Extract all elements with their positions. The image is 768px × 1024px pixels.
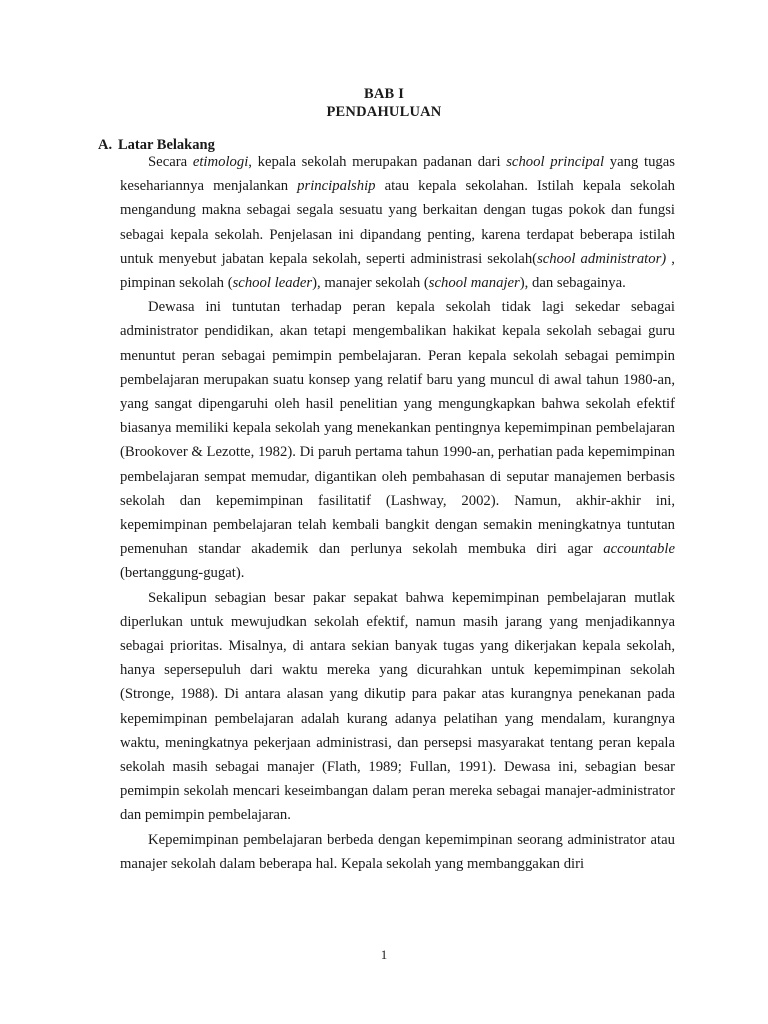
paragraph [120, 295, 675, 585]
chapter-label: BAB I [363, 86, 405, 102]
text-run: , kepala sekolah merupakan padanan dari [248, 154, 507, 170]
italic-term: school leader [232, 275, 313, 292]
section-number: A. [98, 137, 113, 153]
paragraph [120, 586, 675, 828]
italic-term: school manajer [428, 275, 520, 292]
paragraph [120, 828, 675, 876]
page-number: 1 [380, 947, 388, 962]
text-run: Secara [148, 154, 193, 170]
section-title: Latar Belakang [118, 137, 215, 153]
text-run: atau kepala sekolahan. Istilah kepala sekolah mengandung makna sebagai segala sesuatu yang berkaitan dengan tugas pokok dan fungsi sebagai kepala sekolah. Penjelasan ini dipandang penting, karena terdapat beberapa istilah untuk menyebut jabatan kepala sekolah, seperti administrasi sekolah( [120, 178, 675, 267]
italic-term: school administrator) [537, 250, 667, 267]
text-run: Dewasa ini tuntutan terhadap peran kepala sekolah tidak lagi sekedar sebagai administrator pendidikan, akan tetapi mengembalikan hakikat kepala sekolah sebagai guru menuntut peran sebagai pemimpin pembelajaran. Peran kepala sekolah sebagai pemimpin pembelajaran merupakan suatu konsep yang relatif baru yang muncul di awal tahun 1980-an, yang sangat dipengaruhi oleh hasil penelitian yang mengungkapkan bahwa sekolah efektif biasanya memiliki kepala sekolah yang menekankan pentingnya kepemimpinan pembelajaran (Brookover & Lezotte, 1982). Di paruh pertama tahun 1990-an, perhatian pada kepemimpinan pembelajaran sempat memudar, digantikan oleh pembahasan di seputar manajemen berbasis sekolah dan kepemimpinan fasilitatif (Lashway, 2002). Namun, akhir-akhir ini, kepemimpinan pembelajaran telah kembali bangkit dengan semakin meningkatnya tuntutan pemenuhan standar akademik dan perlunya sekolah membuka diri agar [120, 299, 675, 558]
body-text [120, 150, 675, 876]
text-run: , pimpinan sekolah ( [120, 250, 675, 292]
text-run: ), dan sebagainya. [519, 275, 626, 292]
text-run: yang tugas kesehariannya menjalankan [120, 154, 675, 195]
text-run: Sekalipun sebagian besar pakar sepakat bahwa kepemimpinan pembelajaran mutlak diperlukan untuk mewujudkan sekolah efektif, namun masih jarang yang menjadikannya sebagai prioritas. Misalnya, di antara sekian banyak tugas yang dikerjakan kepala sekolah, hanya sepersepuluh dari waktu mereka yang dicurahkan untuk kepemimpinan sekolah (Stronge, 1988). Di antara alasan yang dikutip para pakar atas kurangnya penekanan pada kepemimpinan pembelajaran adalah kurang adanya pelatihan yang mendalam, kurangnya waktu, meningkatnya pekerjaan administrasi, dan persepsi masyarakat tentang peran kepala sekolah masih sebagai manajer (Flath, 1989; Fullan, 1991). Dewasa ini, sebagian besar pemimpin sekolah mencari keseimbangan dalam peran mereka sebagai manajer-administrator dan pemimpin pembelajaran. [120, 589, 675, 824]
italic-term: accountable [603, 541, 675, 558]
italic-term: principalship [297, 178, 376, 195]
paragraph [120, 150, 675, 295]
italic-term: etimologi [192, 154, 249, 170]
italic-term: school principal [506, 154, 605, 170]
chapter-title: PENDAHULUAN [326, 104, 442, 120]
text-run: (bertanggung-gugat). [120, 565, 245, 582]
text-run: ), manajer sekolah ( [312, 275, 429, 292]
text-run: Kepemimpinan pembelajaran berbeda dengan kepemimpinan seorang administrator atau manajer sekolah dalam beberapa hal. Kepala sekolah yang membanggakan diri [120, 831, 675, 872]
